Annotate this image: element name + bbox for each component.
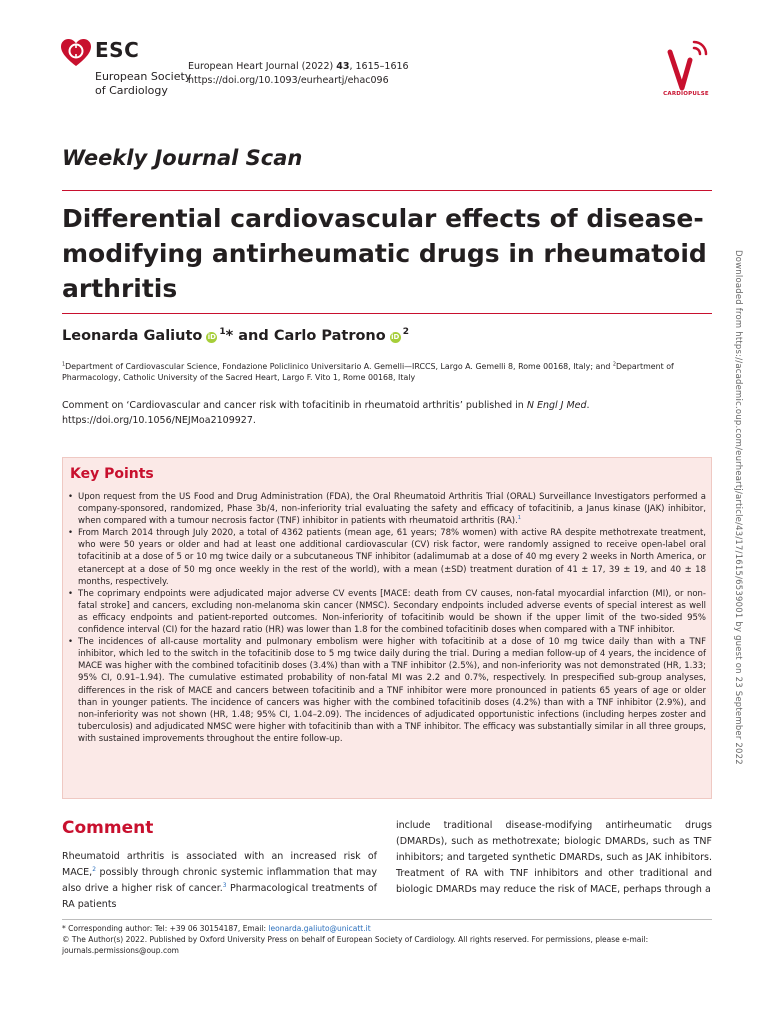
society-name [95, 70, 191, 98]
comment-on-note [62, 398, 712, 428]
reference-link[interactable]: 1 [517, 515, 522, 522]
key-point-item [66, 491, 706, 527]
key-points-list [66, 491, 706, 745]
affiliation-number: 2 [612, 361, 616, 368]
key-point-item [66, 588, 706, 636]
author-name: Leonarda Galiuto [62, 328, 203, 344]
journal-pages: , 1615–1616 [349, 61, 409, 72]
reference-link[interactable]: 3 [222, 882, 227, 889]
copyright-notice: © The Author(s) 2022. Published by Oxford University Press on behalf of European Society of Cardiology. All rights reserved. For permissions, please e-mail: journals.permissions@oup.com [62, 935, 649, 955]
affiliations [62, 361, 712, 383]
affiliation-marker: 2 [402, 327, 409, 338]
author-email-link[interactable]: leonarda.galiuto@unicatt.it [268, 924, 371, 933]
title-bottom-rule [62, 313, 712, 314]
comment-heading: Comment [62, 818, 154, 838]
comment-body-right: include traditional disease-modifying antirheumatic drugs (DMARDs), such as methotrexate; biologic DMARDs, such as TNF inhibitors; and targeted synthetic DMARDs, such as JAK inhibitors. Treatment of RA with TNF inhibitors and other traditional and biologic DMARDs may reduce the risk of MACE, perhaps through a [396, 820, 712, 895]
author-list [62, 328, 409, 344]
comment-body-left [62, 849, 377, 913]
download-watermark [731, 250, 743, 810]
journal-volume: 43 [336, 61, 350, 72]
key-point-text: From March 2014 through July 2020, a total of 4362 patients (mean age, 61 years; 78% women) with active RA despite methotrexate treatment, who were 50 years or older and had at least one additional cardiovascular (CV) risk factor, were randomly assigned to receive open-label oral tofacitinib at a dose of 5 or 10 mg twice daily or a subcutaneous TNF inhibitor (adalimumab at a dose of 40 mg every 2 weeks in North America, or etanercept at a dose of 50 mg once weekly in the rest of the world), with a mean (±SD) treatment duration of 41 ± 17, 39 ± 19, and 40 ± 18 months, respectively. [78, 528, 706, 587]
comment-on-journal: N Engl J Med [526, 400, 587, 411]
key-points-heading: Key Points [70, 466, 154, 482]
society-name-line-1: European Society [95, 70, 192, 83]
corresponding-author-mark: * [225, 328, 234, 344]
esc-logo-text: ESC [95, 38, 140, 62]
affiliation-text: Department of Cardiovascular Science, Fondazione Policlinico Universitario A. Gemelli—IRCCS, Largo A. Gemelli 8, Rome 00168, Italy; and [65, 362, 613, 371]
footnotes [62, 923, 712, 956]
orcid-icon[interactable]: iD [207, 333, 216, 341]
orcid-icon[interactable]: iD [391, 333, 400, 341]
journal-citation-line [188, 60, 409, 74]
affiliation-number: 1 [62, 361, 66, 368]
author-name: Carlo Patrono [273, 328, 386, 344]
comment-text: Pharmacological treatments of RA patients [62, 883, 377, 910]
cardiopulse-logo-icon [660, 38, 712, 98]
journal-citation [188, 60, 409, 88]
comment-on-doi[interactable]: . https://doi.org/10.1056/NEJMoa2109927. [62, 400, 590, 426]
comment-on-prefix: Comment on ‘Cardiovascular and cancer risk with tofacitinib in rheumatoid arthritis’ published in [62, 400, 527, 411]
journal-name: European Heart Journal (2022) [188, 61, 337, 72]
article-doi-link[interactable]: https://doi.org/10.1093/eurheartj/ehac096 [188, 75, 389, 86]
key-point-text: Upon request from the US Food and Drug Administration (FDA), the Oral Rheumatoid Arthritis Trial (ORAL) Surveillance Investigators performed a company-sponsored, randomized, Phase 3b/4, non-inferiority trial evaluating the safety and efficacy of tofacitinib, a Janus kinase (JAK) inhibitor, when compared with a tumour necrosis factor (TNF) inhibitor in patients with rheumatoid arthritis (RA). [78, 492, 706, 527]
key-point-text: The coprimary endpoints were adjudicated major adverse CV events [MACE: death from CV causes, non-fatal myocardial infarction (MI), or non-fatal stroke] and cancers, excluding non-melanoma skin cancer (NMSC). Secondary endpoints included adverse events of special interest as well as efficacy endpoints and patient-reported outcomes. Non-inferiority of tofacitinib would be shown if the upper limit of the two-sided 95% confidence interval (CI) for the hazard ratio (HR) was lower than 1.8 for the combined tofacitinib doses when compared with a TNF inhibitor. [78, 588, 706, 636]
key-point-item [66, 527, 706, 587]
footnote-divider [62, 919, 712, 920]
author-joiner: and [233, 328, 274, 344]
affiliation-marker: 1 [219, 327, 226, 338]
society-name-line-2: of Cardiology [95, 84, 168, 97]
key-point-item [66, 636, 706, 745]
key-point-text: The incidences of all-cause mortality and pulmonary embolism were higher with tofacitinib at a dose of 10 mg twice daily than with a TNF inhibitor, which led to the switch in the tofacitinib dose to 5 mg twice daily during the trial. During a median follow-up of 4 years, the incidence of MACE was higher with the combined tofacitinib doses (3.4%) than with a TNF inhibitor (2.5%), and non-inferiority was not demonstrated (HR, 1.33; 95% CI, 0.91–1.94). The cumulative estimated probability of non-fatal MI was 2.2 and 0.7%, respectively. In prespecified sub-group analyses, differences in the risk of MACE and cancers between tofacitinib and a TNF inhibitor were more pronounced in patients 65 years of age or older than in younger patients. The incidence of cancers was higher with the combined tofacitinib doses (4.2%) than with a TNF inhibitor (2.9%), and non-inferiority was not shown (HR, 1.48; 95% CI, 1.04–2.09). The incidences of adjudicated opportunistic infections (including herpes zoster and tuberculosis) and adjudicated NMSC were higher with tofacitinib than with a TNF inhibitor. The efficacy was substantially similar in all three groups, with sustained improvements throughout the entire follow-up. [78, 637, 706, 744]
reference-link[interactable]: 2 [92, 866, 96, 873]
article-title: Differential cardiovascular effects of disease-modifying antirheumatic drugs in rheumatoid arthritis [62, 204, 707, 303]
section-label: Weekly Journal Scan [62, 146, 303, 170]
cardiopulse-label: CARDIOPULSE [663, 91, 709, 97]
comment-text: Rheumatoid arthritis is associated with an increased risk of MACE, [62, 851, 377, 878]
esc-heart-logo-icon [60, 38, 92, 68]
comment-text: possibly through chronic systemic inflammation that may also drive a higher risk of cancer. [62, 867, 377, 894]
download-watermark-text: Downloaded from https://academic.oup.com/eurheartj/article/43/17/1615/6539001 by guest on 23 September 2022 [733, 250, 743, 765]
affiliation-text: Department of Pharmacology, Catholic University of the Sacred Heart, Largo F. Vito 1, Rome 00168, Italy [62, 362, 674, 382]
corresponding-author-text: * Corresponding author: Tel: +39 06 30154187, Email: [62, 924, 269, 933]
corresponding-author-note [62, 923, 712, 934]
title-top-rule [62, 190, 712, 191]
